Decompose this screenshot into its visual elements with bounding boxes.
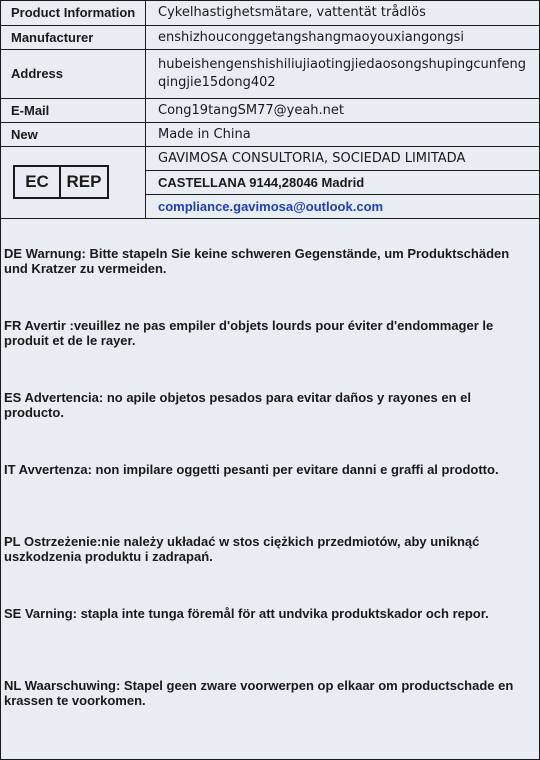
row-product-information xyxy=(1,1,539,25)
row-ec-rep-company xyxy=(1,146,539,170)
ec-rep-symbol-cell xyxy=(1,146,146,218)
value-ec-rep-email-link[interactable]: compliance.gavimosa@outlook.com xyxy=(146,194,540,218)
rep-symbol-text: REP xyxy=(66,172,102,191)
warning-es: ES Advertencia: no apile objetos pesados para evitar daños y rayones en el producto. xyxy=(4,390,471,420)
warning-it: IT Avvertenza: non impilare oggetti pesanti per evitare danni e graffi al prodotto. xyxy=(4,462,499,477)
row-new xyxy=(1,122,539,146)
label-product-information: Product Information xyxy=(1,1,146,25)
warning-de: DE Warnung: Bitte stapeln Sie keine schweren Gegenstände, um Produktschäden und Kratzer zu vermeiden. xyxy=(4,246,510,276)
label-manufacturer: Manufacturer xyxy=(1,25,146,49)
warning-se: SE Varning: stapla inte tunga föremål för att undvika produktskador och repor. xyxy=(4,606,489,621)
label-new: New xyxy=(1,122,146,146)
row-email xyxy=(1,98,539,122)
value-ec-rep-address: CASTELLANA 9144,28046 Madrid xyxy=(146,170,540,194)
value-manufacturer: enshizhouconggetangshangmaoyouxiangongsi xyxy=(146,25,540,49)
value-ec-rep-company: GAVIMOSA CONSULTORIA, SOCIEDAD LIMITADA xyxy=(146,146,540,170)
row-manufacturer xyxy=(1,25,539,49)
label-address: Address xyxy=(1,49,146,98)
value-address: hubeishengenshishiliujiaotingjiedaosongshupingcunfengqingjie15dong402 xyxy=(146,49,540,98)
ec-symbol-text: EC xyxy=(15,167,61,197)
warning-pl: PL Ostrzeżenie:nie należy układać w stos ciężkich przedmiotów, aby uniknąć uszkodzenia produktu i zadrapań. xyxy=(4,534,480,564)
product-info-table xyxy=(1,1,539,219)
ec-rep-symbol xyxy=(13,165,109,199)
warning-fr: FR Avertir :veuillez ne pas empiler d'objets lourds pour éviter d'endommager le produit et de le rayer. xyxy=(4,318,494,348)
value-product-information: Cykelhastighetsmätare, vattentät trådlös xyxy=(146,1,540,25)
value-email: Cong19tangSM77@yeah.net xyxy=(146,98,540,122)
label-email: E-Mail xyxy=(1,98,146,122)
warning-nl: NL Waarschuwing: Stapel geen zware voorwerpen op elkaar om productschade en krassen te voorkomen. xyxy=(4,678,514,708)
value-new: Made in China xyxy=(146,122,540,146)
row-address xyxy=(1,49,539,98)
